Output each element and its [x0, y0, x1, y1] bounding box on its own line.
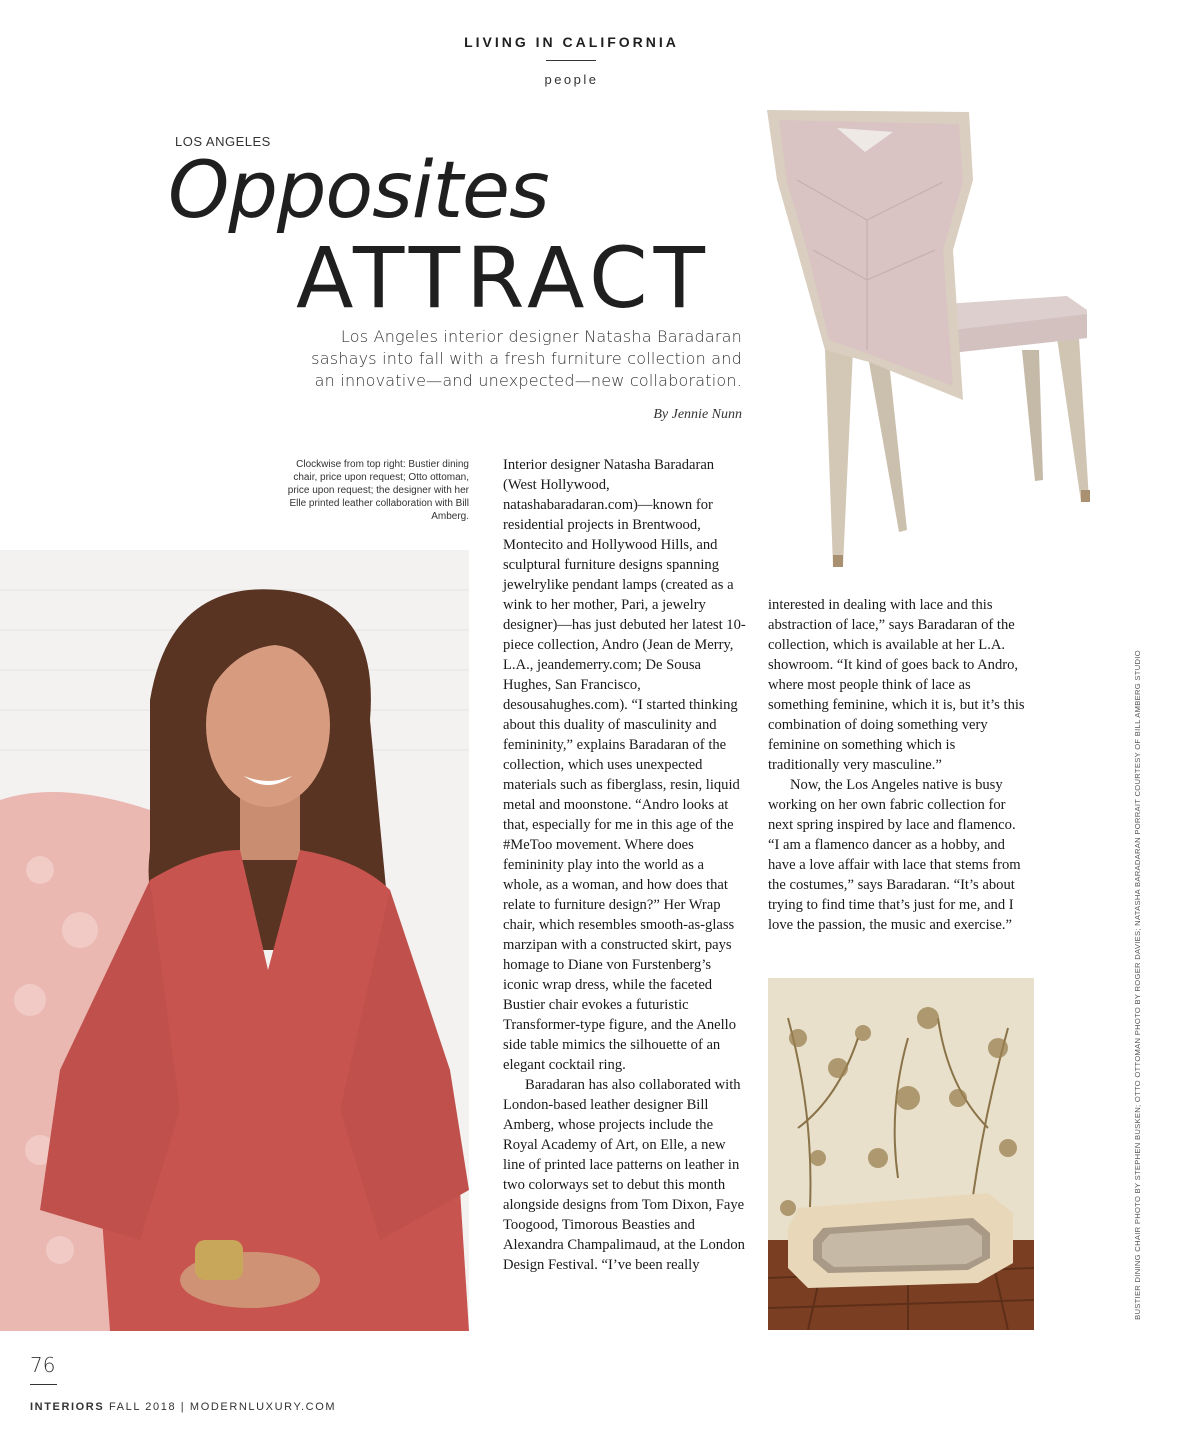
article-paragraph: Interior designer Natasha Baradaran (West Hollywood, natashabaradaran.com)—known for residential projects in Brentwood, Montecito and Hollywood Hills, and sculptural furniture designs spanning jewelrylike pendant lamps (created as a wink to her mother, Pari, a jewelry designer)—has just debuted her latest 10-piece collection, Andro (Jean de Merry, L.A., jeandemerry.com; De Sousa Hughes, San Francisco, desousahughes.com). “I started thinking about this duality of masculinity and femininity,” explains Baradaran of the collection, which uses unexpected materials such as fiberglass, resin, liquid metal and moonstone. “Andro looks at that, especially for me in this age of the #MeToo movement. Where does femininity play into the world as a whole, as a woman, and how does that relate to furniture design?” Her Wrap chair, which resembles smooth-as-glass marzipan with a constructed skirt, pays homage to Diane von Furstenberg’s iconic wrap dress, while the faceted Bustier chair evokes a futuristic Transformer-type figure, and the Anello side table mimics the silhouette of an elegant cocktail ring.	[503, 457, 746, 1073]
article-paragraph: interested in dealing with lace and this abstraction of lace,” says Baradaran of the collection, which is available at her L.A. showroom. “It kind of goes back to Andro, where most people think of lace as something feminine, which it is, but it’s this combination of doing something very feminine on something which is traditionally very masculine.”	[768, 597, 1025, 773]
otto-ottoman-photo	[768, 978, 1034, 1330]
headline-caps: ATTRACT	[296, 229, 711, 327]
section-title: LIVING IN CALIFORNIA	[464, 34, 679, 50]
article-column-1	[503, 455, 746, 1275]
article-column-2	[768, 595, 1030, 935]
page-number: 76	[30, 1353, 56, 1377]
bustier-chair-photo	[757, 100, 1102, 578]
article-paragraph: Baradaran has also collaborated with London-based leather designer Bill Amberg, whose projects include the Royal Academy of Art, on Elle, a new line of printed lace patterns on leather in two colorways set to debut this month alongside designs from Tom Dixon, Faye Toogood, Timorous Beasties and Alexandra Champalimaud, at the London Design Festival. “I’ve been really	[503, 1077, 745, 1273]
headline-script: Opposites	[168, 146, 549, 236]
byline: By Jennie Nunn	[653, 407, 742, 422]
photo-caption: Clockwise from top right: Bustier dining chair, price upon request; Otto ottoman, price upon request; the designer with her Elle printed leather collaboration with Bill Amberg.	[287, 459, 469, 522]
photo-credit: BUSTIER DINING CHAIR PHOTO BY STEPHEN BUSKEN; OTTO OTTOMAN PHOTO BY ROGER DAVIES; NATASHA BARADARAN PORRAIT COURTESY OF BILL AMBERG STUDIO	[1133, 650, 1142, 1320]
designer-portrait-photo	[0, 550, 469, 1331]
footer-divider	[30, 1384, 57, 1385]
publication-brand: INTERIORS	[30, 1401, 105, 1413]
dateline: LOS ANGELES	[175, 134, 271, 149]
article-paragraph: Now, the Los Angeles native is busy working on her own fabric collection for next spring inspired by lace and flamenco. “I am a flamenco dancer as a hobby, and have a love affair with lace that stems from the costumes,” says Baradaran. “It’s about trying to find time that’s just for me, and I love the passion, the music and exercise.”	[768, 777, 1021, 933]
section-divider	[546, 60, 596, 61]
section-subtitle: people	[544, 72, 599, 87]
article-dek: Los Angeles interior designer Natasha Baradaran sashays into fall with a fresh furniture collection and an innovative—and unexpected—new collaboration.	[311, 327, 742, 390]
publication-issue: FALL 2018 | MODERNLUXURY.COM	[104, 1401, 337, 1413]
publication-footer	[30, 1401, 336, 1413]
